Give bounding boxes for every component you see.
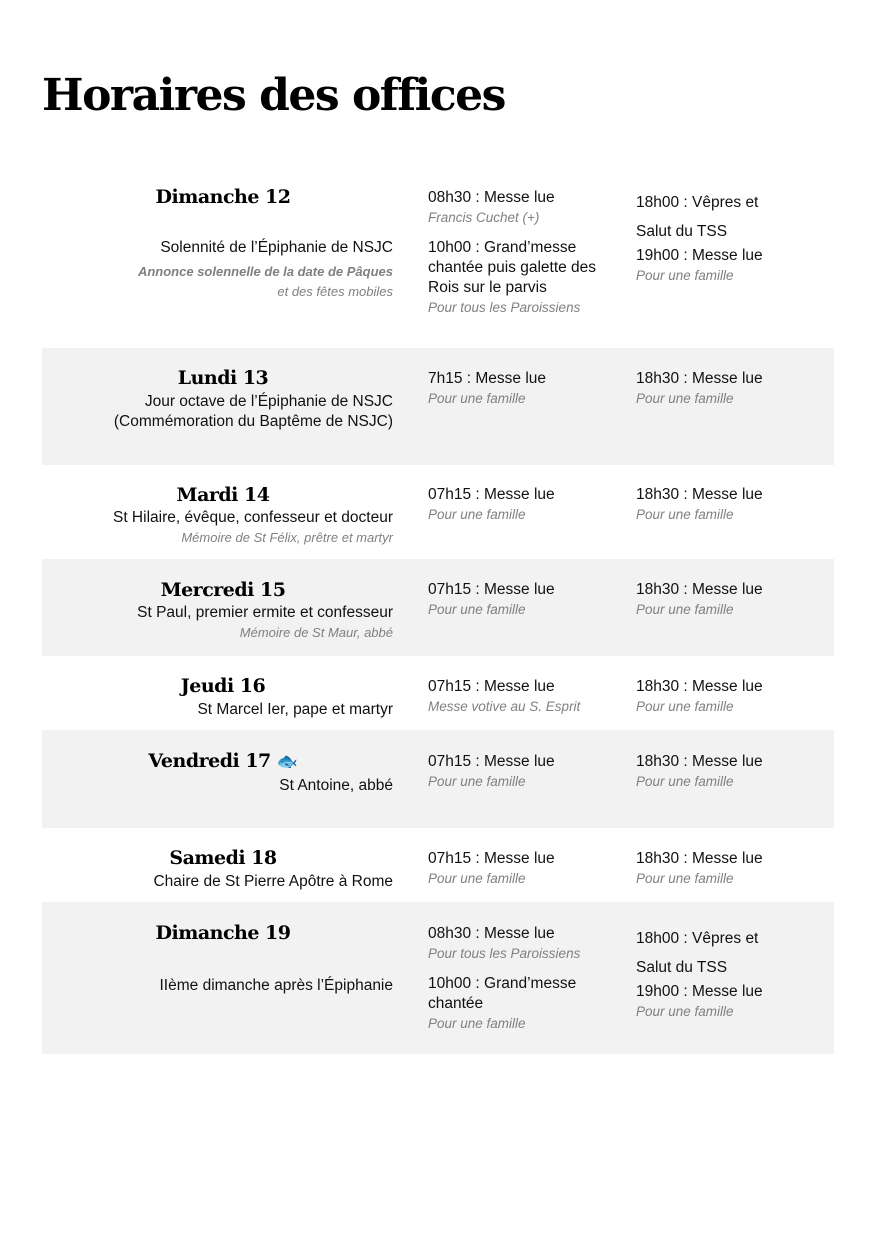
day-row-mardi-14 xyxy=(42,465,834,559)
morning-column xyxy=(428,369,618,409)
feast-note: Mémoire de St Félix, prêtre et martyr xyxy=(181,530,393,545)
morning-column xyxy=(428,849,618,889)
mass-time: 07h15 : Messe lue xyxy=(428,678,555,695)
mass-intention: Pour une famille xyxy=(636,391,734,406)
feast-note: et des fêtes mobiles xyxy=(277,284,393,299)
feast-name: St Marcel Ier, pape et martyr xyxy=(197,701,393,718)
day-details xyxy=(42,776,393,796)
day-name xyxy=(42,750,404,772)
feast-name: St Antoine, abbé xyxy=(279,777,393,794)
day-details xyxy=(42,392,393,432)
mass-intention: Pour une famille xyxy=(636,774,734,789)
day-details xyxy=(42,700,393,720)
mass-time: 18h00 : Vêpres et Salut du TSS xyxy=(636,930,759,976)
day-row-mercredi-15 xyxy=(42,559,834,656)
feast-note: Mémoire de St Maur, abbé xyxy=(239,625,393,640)
feast-name: St Paul, premier ermite et confesseur xyxy=(137,604,393,621)
feast-name: IIème dimanche après l’Épiphanie xyxy=(159,977,393,994)
mass-intention: Pour une famille xyxy=(428,602,526,617)
day-name-text: Vendredi 17 xyxy=(148,750,271,772)
mass-time: 19h00 : Messe lue xyxy=(636,983,763,1000)
morning-column xyxy=(428,677,618,717)
evening-column xyxy=(636,580,826,620)
mass-time: 18h30 : Messe lue xyxy=(636,370,763,387)
evening-column xyxy=(636,188,826,286)
mass-time: 08h30 : Messe lue xyxy=(428,189,555,206)
evening-column xyxy=(636,752,826,792)
mass-time: 07h15 : Messe lue xyxy=(428,581,555,598)
day-row-lundi-13 xyxy=(42,348,834,465)
mass-intention: Pour une famille xyxy=(428,1016,526,1031)
mass-intention: Francis Cuchet (+) xyxy=(428,210,540,225)
mass-intention: Pour une famille xyxy=(636,268,734,283)
mass-intention: Pour une famille xyxy=(636,1004,734,1019)
evening-column xyxy=(636,369,826,409)
mass-time: 18h30 : Messe lue xyxy=(636,486,763,503)
mass-intention: Pour une famille xyxy=(636,699,734,714)
feast-name: St Hilaire, évêque, confesseur et docteur xyxy=(112,509,393,526)
mass-intention: Pour tous les Paroissiens xyxy=(428,946,581,961)
evening-column xyxy=(636,849,826,889)
morning-column xyxy=(428,924,618,1034)
mass-time: 18h30 : Messe lue xyxy=(636,753,763,770)
fish-icon: 🐟 xyxy=(276,752,298,772)
mass-intention: Pour tous les Paroissiens xyxy=(428,300,581,315)
mass-time: 08h30 : Messe lue xyxy=(428,925,555,942)
day-name: Lundi 13 xyxy=(177,367,269,389)
mass-time: 10h00 : Grand’messe chantée xyxy=(428,975,577,1012)
feast-name: Solennité de l’Épiphanie de NSJC xyxy=(160,239,393,256)
day-details xyxy=(42,603,393,643)
day-row-dimanche-19 xyxy=(42,902,834,1054)
mass-time: 18h00 : Vêpres et Salut du TSS xyxy=(636,194,759,240)
evening-column xyxy=(636,924,826,1022)
feast-name: Chaire de St Pierre Apôtre à Rome xyxy=(153,873,393,890)
day-name: Mercredi 15 xyxy=(160,579,286,601)
morning-column xyxy=(428,752,618,792)
feast-name: Jour octave de l’Épiphanie de NSJC (Commémoration du Baptême de NSJC) xyxy=(113,393,393,430)
day-name: Samedi 18 xyxy=(169,847,277,869)
day-name: Dimanche 19 xyxy=(155,922,291,944)
day-row-samedi-18 xyxy=(42,828,834,902)
day-row-jeudi-16 xyxy=(42,656,834,730)
morning-column xyxy=(428,188,618,318)
mass-time: 18h30 : Messe lue xyxy=(636,581,763,598)
mass-time: 07h15 : Messe lue xyxy=(428,486,555,503)
day-name: Mardi 14 xyxy=(176,484,270,506)
mass-time: 10h00 : Grand’messe chantée puis galette des Rois sur le parvis xyxy=(428,239,597,296)
morning-column xyxy=(428,485,618,525)
day-details xyxy=(42,238,393,302)
day-name: Jeudi 16 xyxy=(180,675,266,697)
mass-intention: Pour une famille xyxy=(636,871,734,886)
page-title: Horaires des offices xyxy=(42,70,505,121)
mass-time: 07h15 : Messe lue xyxy=(428,753,555,770)
day-row-vendredi-17 xyxy=(42,730,834,828)
day-row-dimanche-12 xyxy=(42,178,834,348)
morning-column xyxy=(428,580,618,620)
mass-intention: Pour une famille xyxy=(636,602,734,617)
mass-intention: Messe votive au S. Esprit xyxy=(428,699,581,714)
mass-time: 19h00 : Messe lue xyxy=(636,247,763,264)
mass-intention: Pour une famille xyxy=(428,774,526,789)
mass-time: 18h30 : Messe lue xyxy=(636,850,763,867)
day-details xyxy=(42,508,393,548)
day-details xyxy=(42,872,393,892)
mass-time: 18h30 : Messe lue xyxy=(636,678,763,695)
mass-intention: Pour une famille xyxy=(636,507,734,522)
mass-time: 7h15 : Messe lue xyxy=(428,370,547,387)
evening-column xyxy=(636,677,826,717)
feast-note-bold: Annonce solennelle de la date de Pâques xyxy=(137,264,393,279)
mass-intention: Pour une famille xyxy=(428,507,526,522)
mass-intention: Pour une famille xyxy=(428,391,526,406)
evening-column xyxy=(636,485,826,525)
mass-intention: Pour une famille xyxy=(428,871,526,886)
day-details xyxy=(42,976,393,996)
day-name: Dimanche 12 xyxy=(155,186,291,208)
mass-time: 07h15 : Messe lue xyxy=(428,850,555,867)
